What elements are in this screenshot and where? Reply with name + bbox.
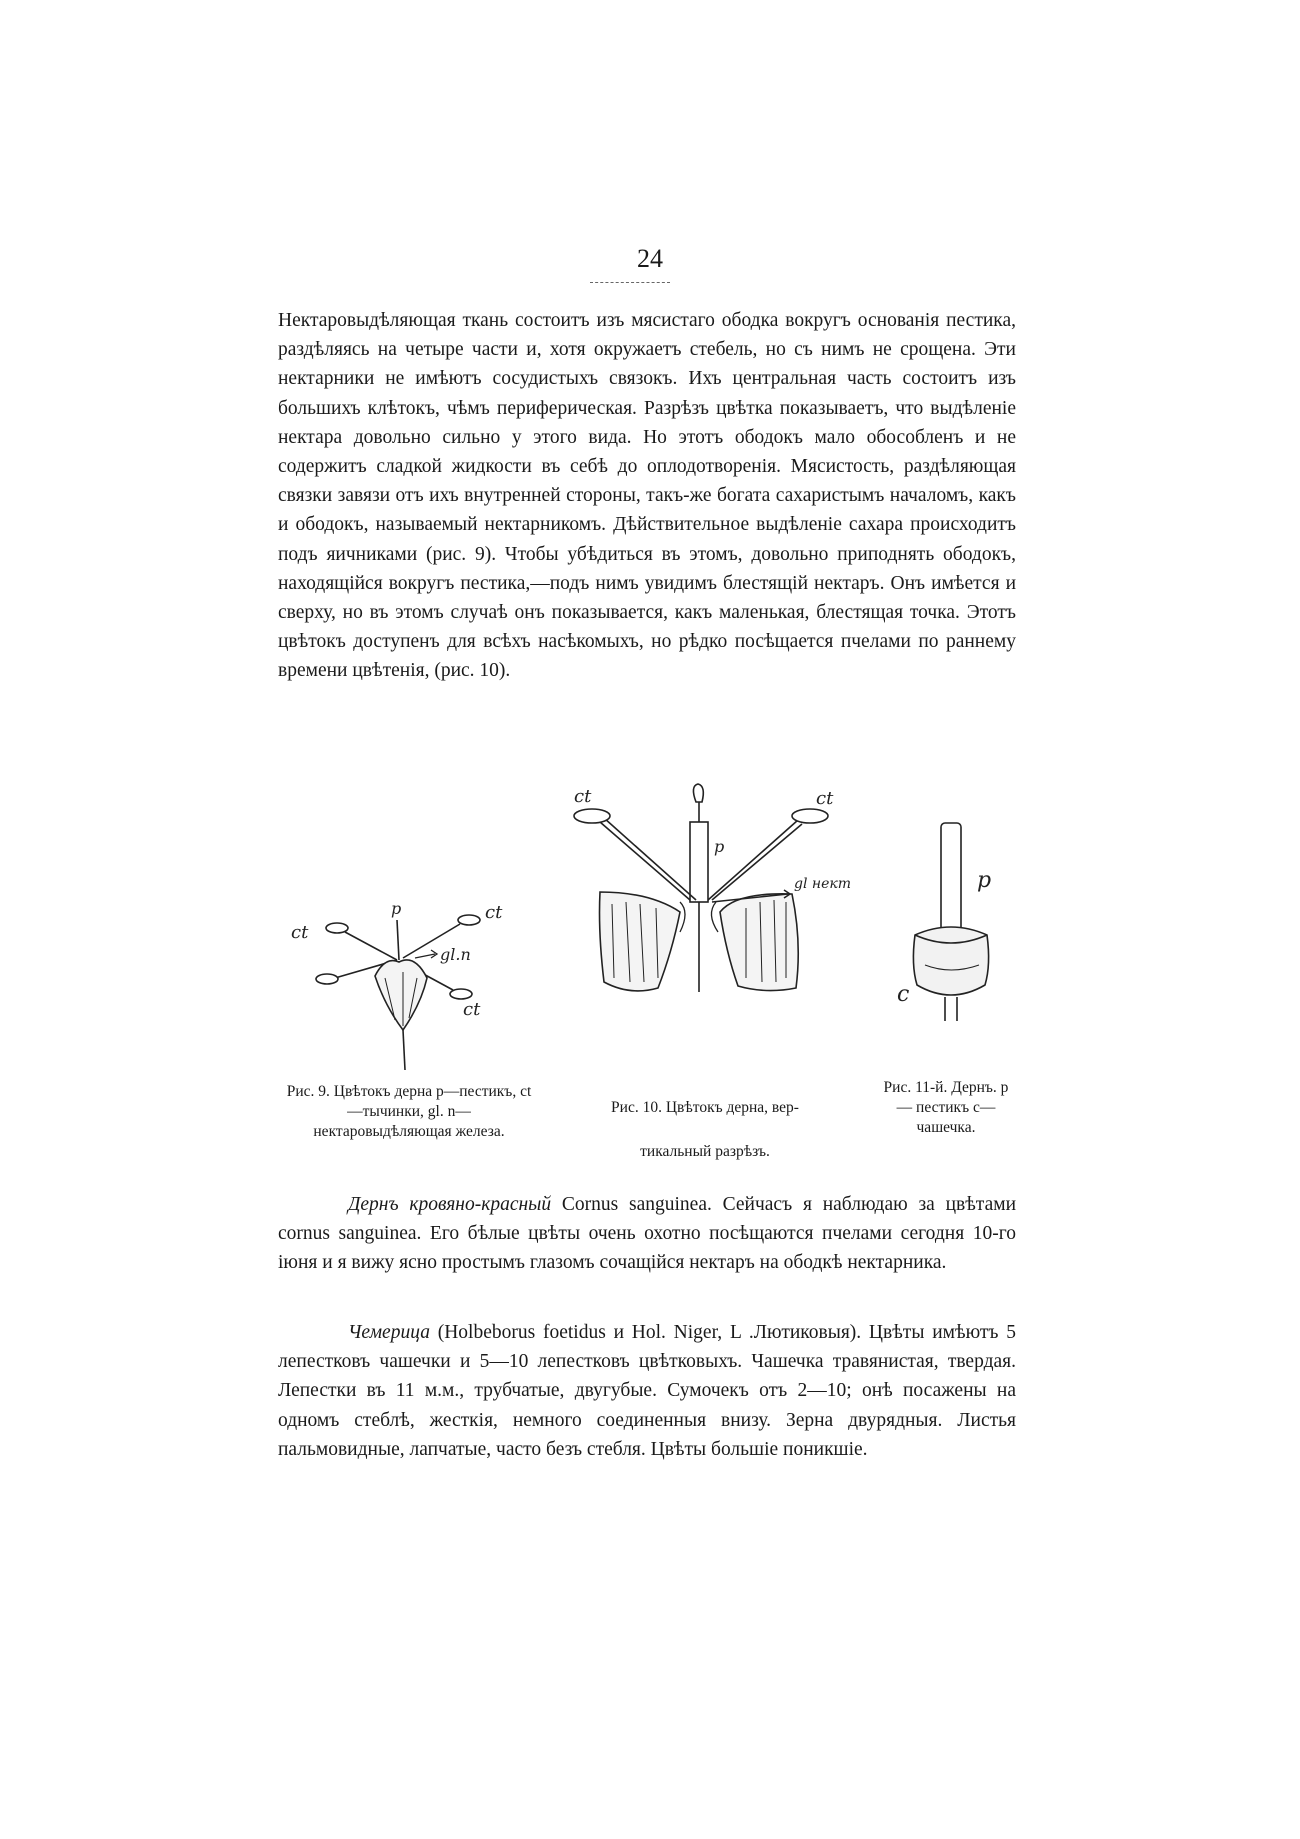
paragraph-text: Нектаровыдѣляющая ткань состоитъ изъ мясистаго ободка вокругъ основанія пестика, раздѣляясь на четыре части и, хотя окружаетъ стебель, но съ нимъ не срощена. Эти нектарники не имѣютъ сосудистыхъ связокъ. Ихъ центральная часть состоитъ изъ большихъ клѣтокъ, чѣмъ периферическая. Разрѣзъ цвѣтка показываетъ, что выдѣленіе нектара довольно сильно у этого вида. Но этотъ ободокъ мало обособленъ и не содержитъ сладкой жидкости въ себѣ до оплодотворенія. Мясистость, раздѣляющая связки завязи отъ ихъ внутренней стороны, такъ-же богата сахаристымъ началомъ, какъ и ободокъ, называемый нектарникомъ. Дѣйствительное выдѣленіе сахара происходитъ подъ яичниками (рис. 9). Чтобы убѣдиться въ этомъ, довольно приподнять ободокъ, находящійся вокругъ пестика,—подъ нимъ увидимъ блестящій нектаръ. Онъ имѣется и сверху, но въ этомъ случаѣ онъ показывается, какъ маленькая, блестящая точка. Этотъ цвѣтокъ доступенъ для всѣхъ насѣкомыхъ, но рѣдко посѣщается пчелами по раннему времени цвѣтенія, (рис. 10). (278, 310, 1016, 682)
fig9-label-ct-right: ct (485, 902, 503, 923)
fig11-label-p: p (977, 868, 992, 893)
figure-11 (895, 815, 1015, 1025)
paragraph-cornus (278, 1190, 1016, 1278)
figure-9 (285, 880, 535, 1080)
fig9-label-p: p (391, 899, 402, 918)
paragraph-nectar-tissue (278, 306, 1016, 686)
figure-10-caption-line-2: тикальный разрѣзъ. (640, 1143, 770, 1160)
figure-10 (540, 782, 870, 1012)
paragraph-title: Чемерица (348, 1322, 430, 1343)
fig10-label-gl: gl нект (794, 876, 852, 892)
page-number-rule (590, 282, 670, 283)
fig10-label-p: p (714, 837, 725, 856)
fig11-label-c: c (897, 982, 910, 1007)
fig9-label-gln: gl.n (440, 945, 471, 964)
figure-10-caption-line-1: Рис. 10. Цвѣтокъ дерна, вер- (611, 1099, 799, 1116)
fig9-label-ct-bottom: ct (463, 999, 481, 1020)
fig9-label-ct-left: ct (291, 922, 309, 943)
paragraph-text: Cornus sanguinea. Сейчасъ я наблюдаю за цвѣтами cornus sanguinea. Его бѣлые цвѣты очень охотно посѣщаются пчелами сегодня 10-го іюня и я вижу ясно простымъ глазомъ сочащійся нектаръ на ободкѣ нектарника. (278, 1194, 1017, 1274)
figure-11-caption: Рис. 11-й. Дернъ. p — пестикъ с— чашечка. (883, 1079, 1009, 1136)
fig10-label-ct-left: ct (574, 786, 592, 807)
paragraph-text: (Holbeborus foetidus и Hol. Niger, L .Лютиковыя). Цвѣты имѣютъ 5 лепестковъ чашечки и 5—10 лепестковъ цвѣтковыхъ. Чашечка травянистая, твердая. Лепестки въ 11 м.м., трубчатые, двугубые. Сумочекъ отъ 2—10; онѣ посажены на одномъ стеблѣ, жесткія, немного соединенныя внизу. Зерна двурядныя. Листья пальмовидные, лапчатые, часто безъ стебля. Цвѣты большіе поникшіе. (278, 1322, 1017, 1460)
paragraph-helleborus (278, 1318, 1016, 1464)
figure-9-caption: Рис. 9. Цвѣтокъ дерна p—пестикъ, ct—тычинки, gl. n—нектаровыдѣляющая железа. (286, 1083, 532, 1140)
figure-10-caption (560, 1086, 850, 1174)
page-number: 24 (637, 244, 663, 273)
fig10-label-ct-right: ct (816, 788, 834, 809)
paragraph-title: Дернъ кровяно-красный (348, 1194, 552, 1215)
